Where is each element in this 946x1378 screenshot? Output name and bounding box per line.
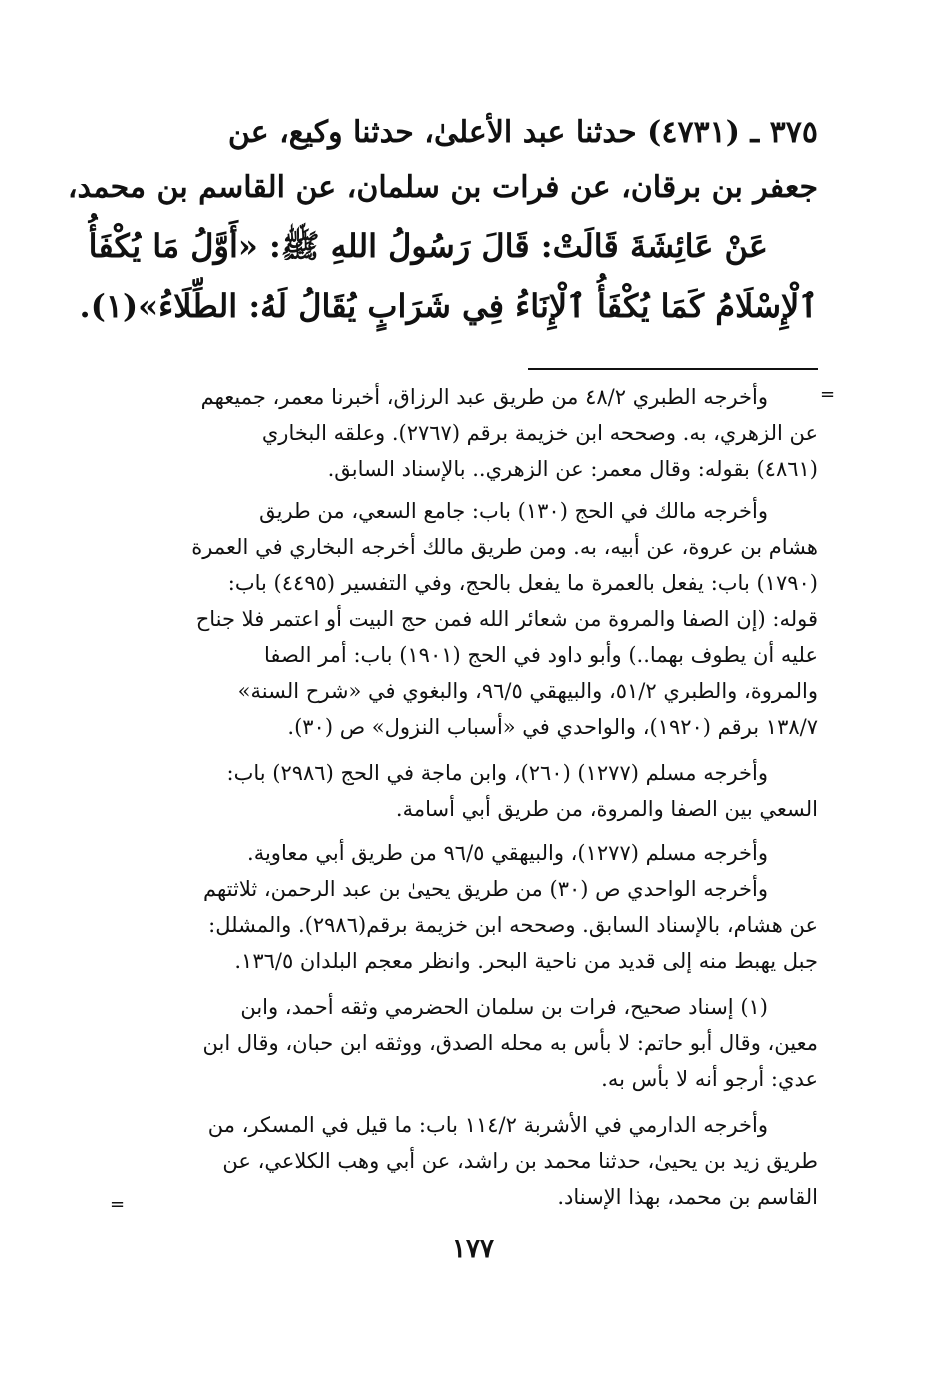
footnote-line: عن الزهري، به. وصححه ابن خزيمة برقم (٢٧٦٧). وعلقه البخاري xyxy=(261,421,818,445)
hadith-line-1: عَنْ عَائِشَةَ قَالَتْ: قَالَ رَسُولُ اللهِ ﷺ: «أَوَّلُ مَا يُكْفَأُ xyxy=(88,227,768,265)
footnote-line: ١٣٨/٧ برقم (١٩٢٠)، والواحدي في «أسباب النزول» ص (٣٠). xyxy=(287,715,818,739)
footnote-line: معين، وقال أبو حاتم: لا بأس به محله الصدق، ووثقه ابن حبان، وقال ابن xyxy=(202,1031,818,1055)
footnote-separator xyxy=(528,368,818,370)
footnote-line: وأخرجه مسلم (١٢٧٧)، والبيهقي ٩٦/٥ من طريق أبي معاوية. xyxy=(247,841,768,865)
footnote-line: القاسم بن محمد، بهذا الإسناد. xyxy=(557,1185,818,1209)
hadith-line-2: ٱلْإِسْلَامُ كَمَا يُكْفَأُ ٱلْإِنَاءُ فِي شَرَابٍ يُقَالُ لَهُ: الطِّلَاءُ»(١). xyxy=(79,287,818,325)
footnote-line: والمروة، والطبري ٥١/٢، والبيهقي ٩٦/٥، والبغوي في «شرح السنة» xyxy=(237,679,818,703)
footnote-line: وأخرجه مسلم (١٢٧٧) (٢٦٠)، وابن ماجة في الحج (٢٩٨٦) باب: xyxy=(226,761,768,785)
footnote-line: عن هشام، بالإسناد السابق. وصححه ابن خزيمة برقم(٢٩٨٦). والمشلل: xyxy=(208,913,818,937)
footnote-line: وأخرجه الواحدي ص (٣٠) من طريق يحيىٰ بن عبد الرحمن، ثلاثتهم xyxy=(202,877,768,901)
footnote-line: قوله: (إن الصفا والمروة من شعائر الله فمن حج البيت أو اعتمر فلا جناح xyxy=(195,607,818,631)
page-number: ١٧٧ xyxy=(452,1234,494,1264)
footnote-line: وأخرجه الطبري ٤٨/٢ من طريق عبد الرزاق، أخبرنا معمر، جميعهم xyxy=(200,385,768,409)
footnote-line: عدي: أرجو أنه لا بأس به. xyxy=(601,1067,818,1091)
footnote-line: (٤٨٦١) بقوله: وقال معمر: عن الزهري.. بالإسناد السابق. xyxy=(327,457,818,481)
footnote-line: (١٧٩٠) باب: يفعل بالعمرة ما يفعل بالحج، وفي التفسير (٤٤٩٥) باب: xyxy=(227,571,818,595)
footnote-line: جبل يهبط منه إلى قديد من ناحية البحر. وانظر معجم البلدان ١٣٦/٥. xyxy=(234,949,818,973)
footnote-line: عليه أن يطوف بهما..) وأبو داود في الحج (١٩٠١) باب: أمر الصفا xyxy=(263,643,818,667)
footnote-line: السعي بين الصفا والمروة، من طريق أبي أسامة. xyxy=(395,797,818,821)
continuation-mark-top: = xyxy=(820,384,836,405)
footnote-line: وأخرجه مالك في الحج (١٣٠) باب: جامع السعي، من طريق xyxy=(259,499,768,523)
footnote-line: هشام بن عروة، عن أبيه، به. ومن طريق مالك أخرجه البخاري في العمرة xyxy=(191,535,818,559)
continuation-mark-bottom: = xyxy=(110,1194,126,1215)
isnad-line-1: ٣٧٥ ـ (٤٧٣١) حدثنا عبد الأعلىٰ، حدثنا وكيع، عن xyxy=(227,115,818,150)
footnote-line: طريق زيد بن يحيىٰ، حدثنا محمد بن راشد، عن أبي وهب الكلاعي، عن xyxy=(222,1149,818,1173)
footnote-line: وأخرجه الدارمي في الأشربة ١١٤/٢ باب: ما قيل في المسكر، من xyxy=(207,1113,768,1137)
isnad-line-2: جعفر بن برقان، عن فرات بن سلمان، عن القاسم بن محمد، xyxy=(67,170,818,205)
footnote-line: (١) إسناد صحيح، فرات بن سلمان الحضرمي وثقه أحمد، وابن xyxy=(240,995,768,1019)
